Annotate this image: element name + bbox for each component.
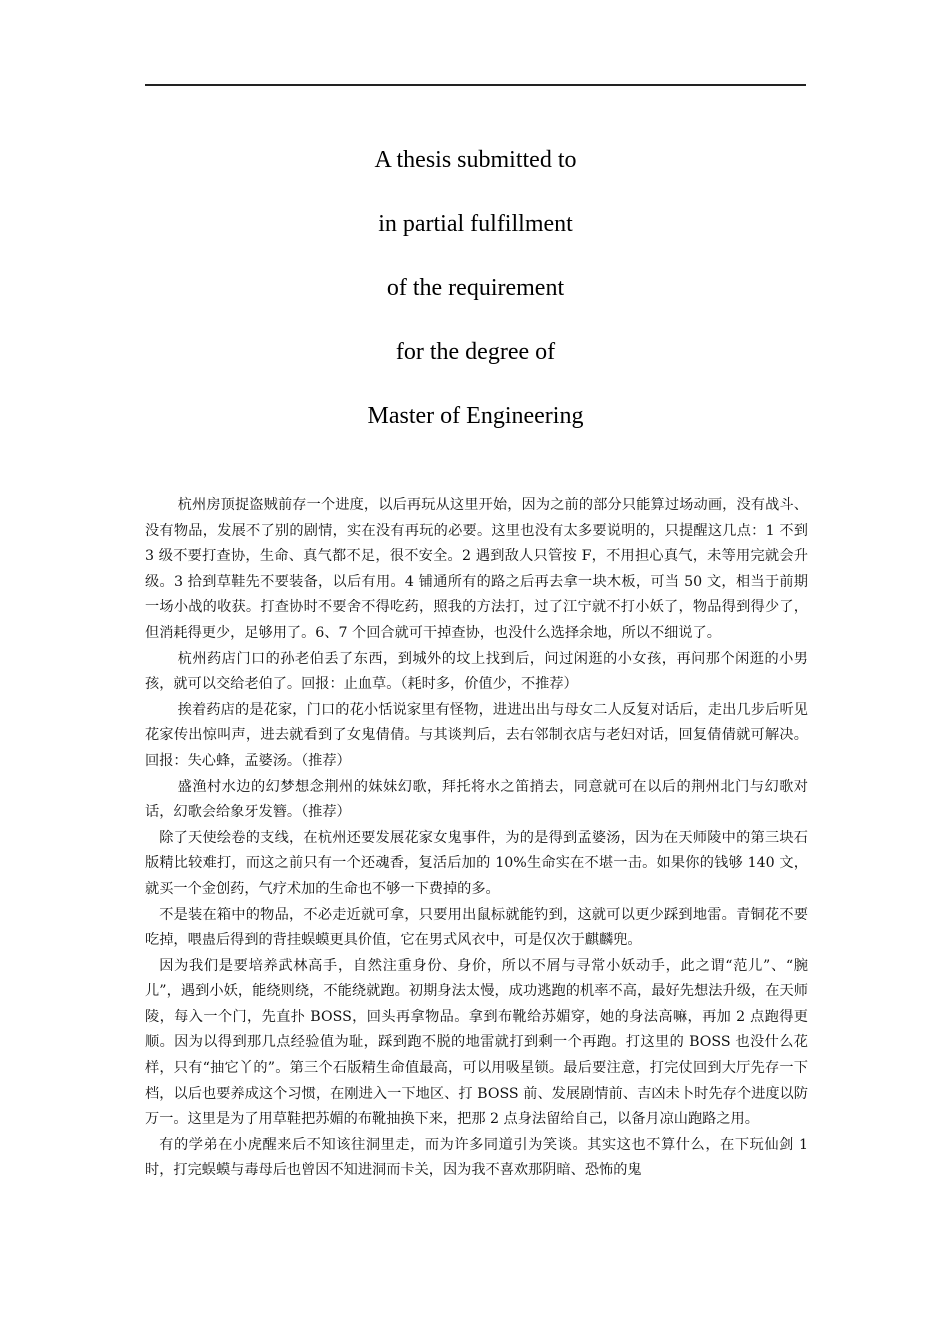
body-text (145, 493, 808, 1184)
paragraph: 挨着药店的是花家，门口的花小恬说家里有怪物，进进出出与母女二人反复对话后，走出几步后听见花家传出惊叫声，进去就看到了女鬼倩倩。与其谈判后，去右邻制衣店与老妇对话，回复倩倩就可解决。回报：失心蜂，孟婆汤。（推荐） (145, 701, 808, 769)
paragraph: 有的学弟在小虎醒来后不知该往洞里走，而为许多同道引为笑谈。其实这也不算什么，在下玩仙剑 1 时，打完蜈蟆与毒母后也曾因不知进洞而卡关，因为我不喜欢那阴暗、恐怖的鬼 (145, 1136, 808, 1179)
paragraph: 除了天使绘卷的支线，在杭州还要发展花家女鬼事件，为的是得到孟婆汤，因为在天师陵中的第三块石版精比较难打，而这之前只有一个还魂香，复活后加的 10%生命实在不堪一击。如果你的钱够 140 文，就买一个金创药，气疗术加的生命也不够一下费掉的多。 (145, 829, 808, 897)
title-line-3: of the requirement (386, 275, 565, 301)
paragraph: 不是装在箱中的物品，不必走近就可拿，只要用出鼠标就能钓到，这就可以更少踩到地雷。青铜花不要吃掉，喂蛊后得到的背挂蜈蟆更具价值，它在男式风衣中，可是仅次于麒麟兜。 (145, 906, 808, 949)
paragraph: 杭州药店门口的孙老伯丢了东西，到城外的坟上找到后，问过闲逛的小女孩，再问那个闲逛的小男孩，就可以交给老伯了。回报：止血草。（耗时多，价值少，不推荐） (145, 650, 808, 693)
top-divider (145, 84, 806, 86)
title-line-2: in partial fulfillment (378, 211, 573, 237)
paragraph: 盛渔村水边的幻梦想念荆州的妹妹幻歌，拜托将水之笛捎去，同意就可在以后的荆州北门与幻歌对话，幻歌会给象牙发簪。（推荐） (145, 778, 808, 821)
title-line-1: A thesis submitted to (374, 147, 577, 173)
paragraph: 杭州房顶捉盗贼前存一个进度，以后再玩从这里开始，因为之前的部分只能算过场动画，没有战斗、没有物品，发展不了别的剧情，实在没有再玩的必要。这里也没有太多要说明的，只提醒这几点：1 不到 3 级不要打查协，生命、真气都不足，很不安全。2 遇到敌人只管按 F，不用担心真气，未等用完就会升级。3 拾到草鞋先不要装备，以后有用。4 铺通所有的路之后再去拿一块木板，可当 50 文，相当于前期一场小战的收获。打查协时不要舍不得吃药，照我的方法打，过了江宁就不打小妖了，物品得到得少了，但消耗得更少，足够用了。6、7 个回合就可干掉查协，也没什么选择余地，所以不细说了。 (145, 497, 808, 641)
title-line-4: for the degree of (395, 339, 556, 365)
thesis-title-block (145, 128, 806, 448)
paragraph: 因为我们是要培养武林高手，自然注重身份、身价，所以不屑与寻常小妖动手，此之谓“范儿”、“腕儿”，遇到小妖，能绕则绕，不能绕就跑。初期身法太慢，成功逃跑的机率不高，最好先想法升级，在天师陵，每入一个门，先直扑 BOSS，回头再拿物品。拿到布靴给苏媚穿，她的身法高嘛，再加 2 点跑得更顺。因为以得到那几点经验值为耻，踩到跑不脱的地雷就打到剩一个再跑。打这里的 BOSS 也没什么花样，只有“抽它丫的”。第三个石版精生命值最高，可以用吸星锁。最后要注意，打完仗回到大厅先存一下档，以后也要养成这个习惯，在刚进入一下地区、打 BOSS 前、发展剧情前、吉凶未卜时先存个进度以防万一。这里是为了用草鞋把苏媚的布靴抽换下来，把那 2 点身法留给自己，以备月凉山跑路之用。 (145, 957, 808, 1128)
title-line-5: Master of Engineering (367, 403, 584, 429)
